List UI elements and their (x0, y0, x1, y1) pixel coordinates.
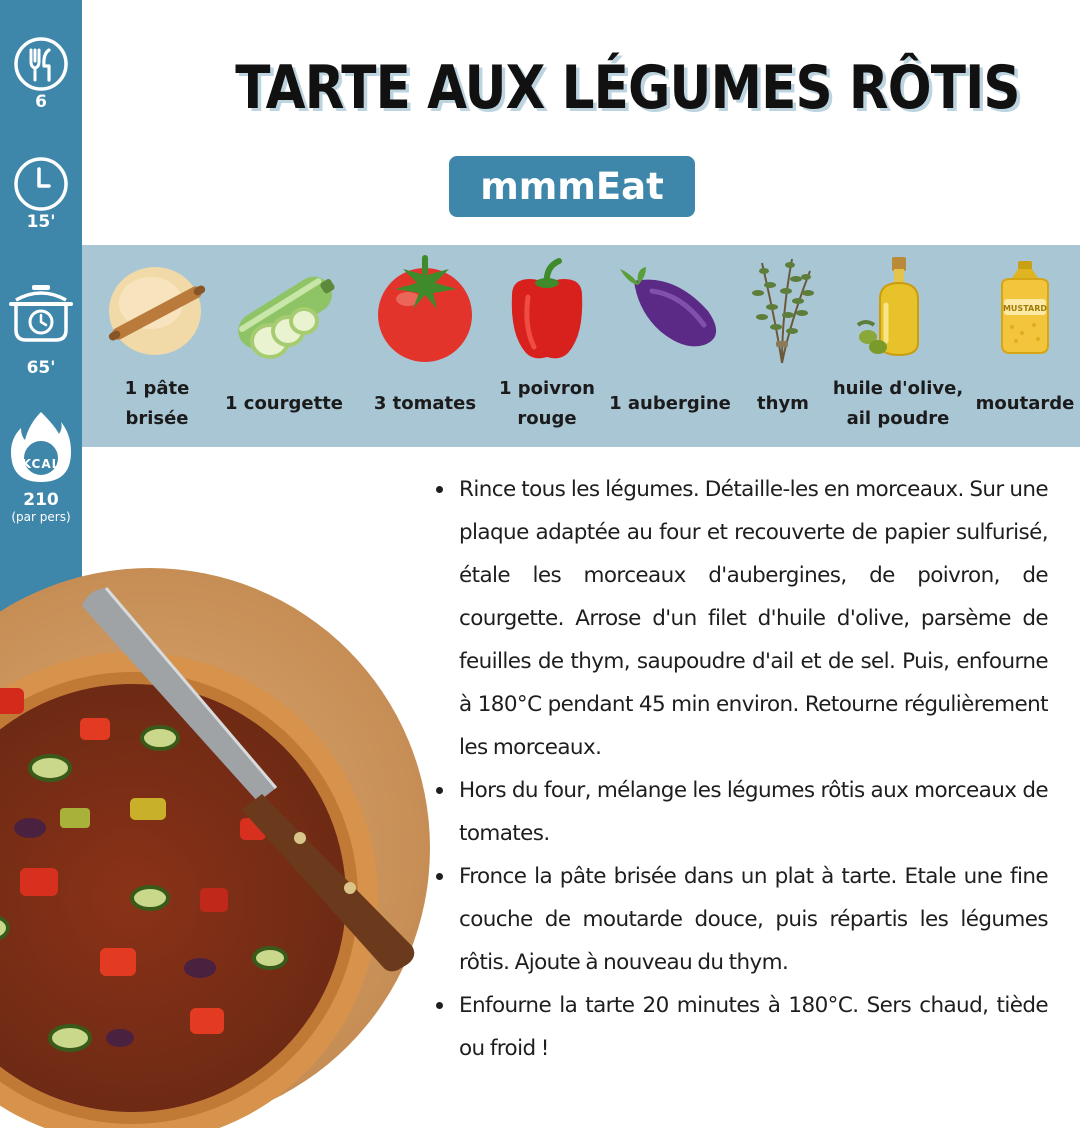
calories-value: 210 (23, 490, 59, 510)
mustard-icon (992, 251, 1058, 363)
step-item: Enfourne la tarte 20 minutes à 180°C. Sers chaud, tiède ou froid ! (432, 984, 1048, 1070)
clock-icon (13, 156, 69, 212)
ingredient-label: 1 courgette (224, 393, 344, 414)
calories-unit: (par pers) (11, 510, 71, 524)
ingredient-label: moutarde (975, 393, 1075, 414)
tart-photo (0, 568, 430, 1128)
ingredient-label: thym (757, 393, 809, 414)
calories-info (0, 410, 82, 524)
ingredient-label: 3 tomates (373, 393, 477, 414)
ingredient-thym (742, 245, 824, 447)
cook-time-info (0, 282, 82, 378)
ingredient-poivron (492, 245, 602, 447)
step-item: Hors du four, mélange les légumes rôtis aux morceaux de tomates. (432, 769, 1048, 855)
olive-oil-icon (846, 251, 950, 363)
ingredient-pate-brisee (102, 245, 212, 447)
ingredient-label: 1 aubergine (609, 393, 731, 414)
prep-time-value: 15' (26, 212, 56, 232)
kcal-flame-icon (10, 410, 72, 484)
ingredient-huile-olive (830, 245, 966, 447)
recipe-steps (432, 468, 1048, 1070)
ingredient-label: 1 poivron rouge (498, 378, 595, 429)
brand-logo: mmmEat (449, 156, 695, 217)
ingredients-band (82, 245, 1080, 447)
pot-icon (8, 282, 74, 348)
recipe-title: TARTE AUX LÉGUMES RÔTIS (235, 53, 1020, 123)
ingredient-label: 1 pâte brisée (124, 378, 190, 429)
mustard-jar-label: MUSTARD (1002, 304, 1048, 313)
eggplant-icon (612, 251, 728, 361)
kcal-badge: KCAL (21, 457, 61, 471)
dough-rolling-pin-icon (105, 251, 209, 361)
servings-value: 6 (35, 92, 47, 112)
fork-knife-icon (13, 36, 69, 92)
cook-time-value: 65' (26, 358, 56, 378)
ingredient-tomates (364, 245, 486, 447)
zucchini-icon (226, 251, 342, 361)
ingredient-aubergine (608, 245, 732, 447)
ingredient-moutarde (972, 245, 1078, 447)
ingredient-label: huile d'olive, ail poudre (832, 378, 964, 429)
tomato-icon (372, 251, 478, 363)
thyme-icon (742, 251, 824, 367)
prep-time-info (0, 156, 82, 232)
servings-info (0, 36, 82, 112)
step-item: Rince tous les légumes. Détaille-les en morceaux. Sur une plaque adaptée au four et recouverte de papier sulfurisé, étale les morceaux d'aubergines, de poivron, de courgette. Arrose d'un filet d'huile d'olive, parsème de feuilles de thym, saupoudre d'ail et de sel. Puis, enfourne à 180°C pendant 45 min environ. Retourne régulièrement les morceaux. (432, 468, 1048, 769)
step-item: Fronce la pâte brisée dans un plat à tarte. Etale une fine couche de moutarde douce, puis répartis les légumes rôtis. Ajoute à nouveau du thym. (432, 855, 1048, 984)
red-pepper-icon (498, 251, 596, 363)
ingredient-courgette (222, 245, 346, 447)
